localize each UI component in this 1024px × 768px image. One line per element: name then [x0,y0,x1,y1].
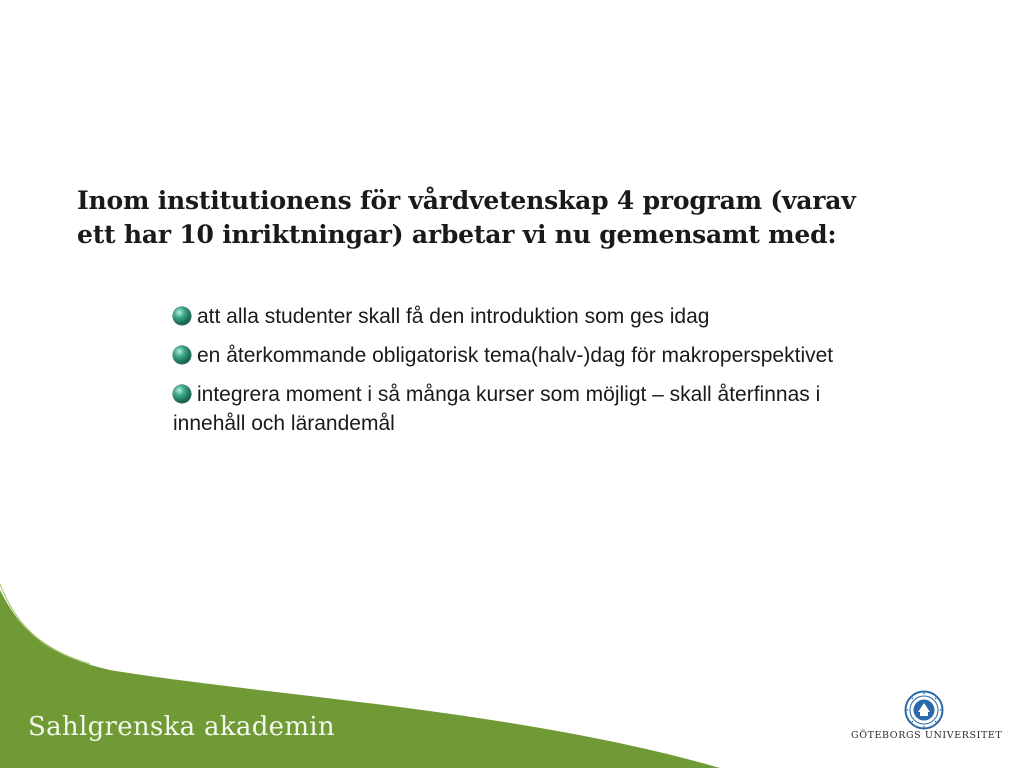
bullet-text: att alla studenter skall få den introduktion som ges idag [197,305,710,328]
heading-line-1: Inom institutionens för vårdvetenskap 4 program (varav [77,186,856,215]
bullet-text: en återkommande obligatorisk tema(halv-)dag för makroperspektivet [197,344,834,367]
bullet-list [173,302,873,448]
green-sphere-bullet-icon [173,346,191,364]
university-seal-icon [904,690,944,730]
green-sphere-bullet-icon [173,307,191,325]
bullet-text: integrera moment i så många kurser som möjligt – skall återfinnas i innehåll och lärandemål [173,383,821,435]
bullet-item [173,341,873,370]
goteborgs-universitet-brand: GÖTEBORGS UNIVERSITET [851,730,1003,741]
slide-heading [77,184,977,252]
green-sphere-bullet-icon [173,385,191,403]
heading-line-2: ett har 10 inriktningar) arbetar vi nu gemensamt med: [77,220,837,249]
sahlgrenska-akademin-brand: Sahlgrenska akademin [28,712,335,742]
bullet-item [173,380,873,438]
bullet-item [173,302,873,331]
